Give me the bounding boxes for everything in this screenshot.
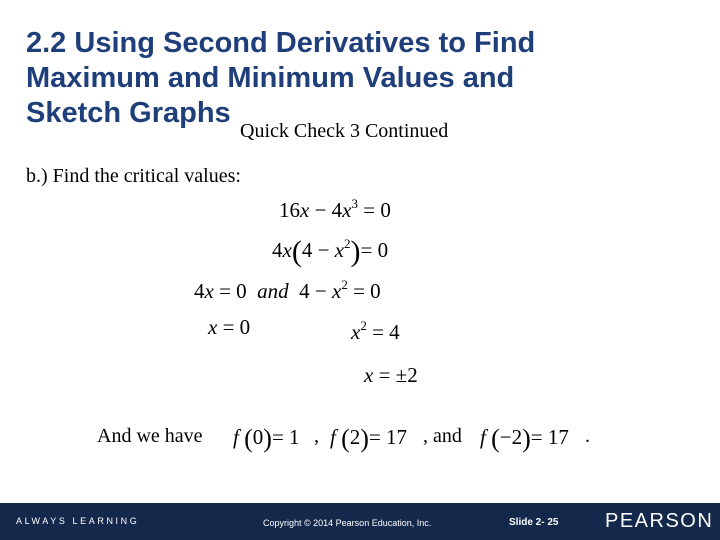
closing-text: And we have	[97, 425, 203, 447]
function-value-1: f (0)= 1	[233, 424, 300, 453]
slide-number: Slide 2- 25	[509, 517, 559, 528]
footer-bar	[0, 503, 720, 540]
title-line-1: 2.2 Using Second Derivatives to Find	[26, 27, 536, 59]
footer-copyright: Copyright © 2014 Pearson Education, Inc.	[263, 518, 432, 528]
closing-period: .	[585, 425, 590, 447]
equation-5: x = ±2	[364, 363, 418, 387]
closing-and: , and	[423, 425, 462, 447]
function-value-3: f (−2)= 17	[480, 424, 569, 453]
equation-2: $4x(4 - x^2)= 0$	[272, 235, 389, 268]
footer-tagline: ALWAYS LEARNING	[16, 516, 140, 526]
equation-4-left: x = 0	[208, 315, 251, 339]
and-word: and	[257, 279, 289, 303]
equation-4-right: $x^2 = 4$	[351, 318, 400, 344]
closing-separator-1: ,	[314, 425, 319, 447]
equation-3: 4x = 0 and $4 - x^2 = 0$	[194, 277, 381, 303]
slide-title	[26, 26, 706, 131]
pearson-logo: PEARSON	[605, 510, 714, 532]
equation-1: $16x - 4x^3 = 0$	[279, 196, 391, 222]
subtitle: Quick Check 3 Continued	[240, 120, 449, 142]
prompt-text: b.) Find the critical values:	[26, 165, 241, 187]
title-line-2: Maximum and Minimum Values and	[26, 62, 515, 94]
function-value-2: f (2)= 17	[330, 424, 408, 453]
title-line-3: Sketch Graphs	[26, 97, 231, 129]
